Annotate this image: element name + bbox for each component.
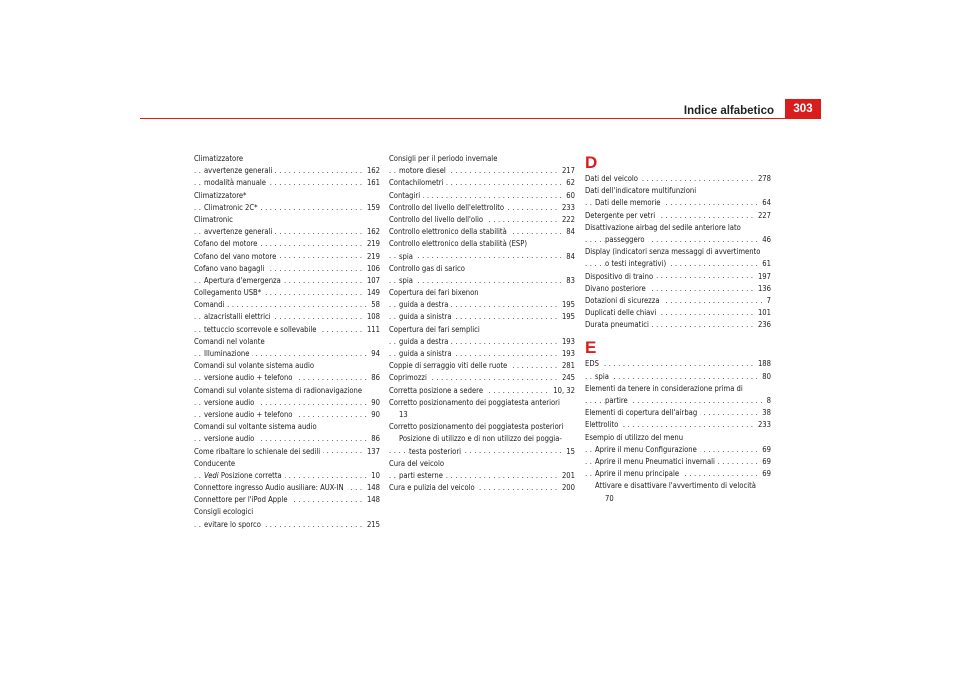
entry-text: Aprire il menu principale: [595, 469, 682, 478]
entry-text: Climatizzatore: [194, 154, 246, 163]
page-reference: 61: [759, 258, 771, 270]
index-entry: [194, 153, 380, 165]
page-number-badge: 303: [785, 99, 821, 119]
index-entry: [585, 307, 771, 319]
index-subentry: [585, 493, 771, 505]
page-reference: 86: [368, 372, 380, 384]
page-reference: 38: [759, 407, 771, 419]
entry-text: Collegamento USB*: [194, 288, 264, 297]
index-entry: [585, 283, 771, 295]
page-reference: 215: [364, 519, 380, 531]
entry-text: parti esterne: [399, 471, 446, 480]
index-column-2: [389, 153, 575, 494]
index-subentry: [389, 446, 575, 458]
index-subentry: [194, 275, 380, 287]
entry-text: Detergente per vetri: [585, 211, 658, 220]
index-entry: [389, 214, 575, 226]
page-reference: 69: [759, 444, 771, 456]
page-reference: 193: [559, 336, 575, 348]
entry-text: spia: [595, 372, 612, 381]
index-entry: [194, 238, 380, 250]
page-reference: 86: [368, 433, 380, 445]
entry-text: Consigli per il periodo invernale: [389, 154, 500, 163]
page-reference: 217: [559, 165, 575, 177]
index-entry: [585, 185, 771, 197]
page-reference: 233: [559, 202, 575, 214]
index-entry: [194, 506, 380, 518]
page-reference: 137: [364, 446, 380, 458]
index-entry: [194, 494, 380, 506]
entry-text: versione audio: [204, 434, 257, 443]
page-reference: 62: [563, 177, 575, 189]
index-entry: [194, 360, 380, 372]
index-subentry: [389, 251, 575, 263]
index-entry: [389, 263, 575, 275]
section-letter: E: [585, 338, 597, 358]
index-subentry: [389, 470, 575, 482]
entry-text: versione audio: [204, 398, 257, 407]
entry-text: motore diesel: [399, 166, 449, 175]
index-entry: [585, 210, 771, 222]
entry-text: Climatronic: [194, 215, 236, 224]
index-column-3: [585, 152, 771, 505]
index-entry: [194, 458, 380, 470]
entry-text: [204, 471, 285, 480]
entry-text: 70: [605, 494, 617, 503]
index-subentry: [389, 311, 575, 323]
entry-text: Durata pneumatici: [585, 320, 652, 329]
page-reference: 197: [755, 271, 771, 283]
entry-text: Corretto posizionamento dei poggiatesta posteriori: [389, 422, 566, 431]
entry-text: Cura del veicolo: [389, 459, 447, 468]
index-entry: [194, 251, 380, 263]
entry-text: Controllo elettronico della stabilità (ESP): [389, 239, 530, 248]
index-subentry: [194, 177, 380, 189]
index-entry: [194, 287, 380, 299]
entry-text: o testi integrativi): [605, 259, 669, 268]
entry-text: spia: [399, 252, 416, 261]
entry-text: Come ribaltare lo schienale dei sedili: [194, 447, 323, 456]
entry-text: Contachilometri: [389, 178, 446, 187]
entry-text: Elementi di copertura dell'airbag: [585, 408, 700, 417]
entry-text: Comandi nel volante: [194, 337, 268, 346]
index-subentry: [194, 372, 380, 384]
entry-text: Controllo gas di sarico: [389, 264, 468, 273]
index-entry: [585, 222, 771, 234]
entry-text: spia: [399, 276, 416, 285]
entry-text: Display (indicatori senza messaggi di avvertimento: [585, 247, 763, 256]
index-subentry: [194, 433, 380, 445]
entry-text: Coppie di serraggio viti delle ruote: [389, 361, 510, 370]
index-entry: [194, 263, 380, 275]
index-subentry: [585, 395, 771, 407]
page-reference: 108: [364, 311, 380, 323]
entry-label: Posizione corretta: [220, 470, 282, 480]
page-reference: 106: [364, 263, 380, 275]
page-reference: 136: [755, 283, 771, 295]
index-entry: [585, 246, 771, 258]
page-reference: 60: [563, 190, 575, 202]
index-subentry: [194, 202, 380, 214]
entry-text: Controllo del livello dell'olio: [389, 215, 486, 224]
entry-text: Illuminazione: [204, 349, 252, 358]
index-subentry: [585, 371, 771, 383]
entry-text: Cofano del vano motore: [194, 252, 279, 261]
entry-text: Cofano vano bagagli: [194, 264, 267, 273]
entry-text: Coprimozzi: [389, 373, 430, 382]
page-reference: 278: [755, 173, 771, 185]
page-reference: 46: [759, 234, 771, 246]
entry-text: evitare lo sporco: [204, 520, 264, 529]
entry-text: Corretto posizionamento dei poggiatesta anteriori: [389, 398, 563, 407]
index-entry: [585, 432, 771, 444]
index-subentry: [389, 165, 575, 177]
index-entry: [194, 299, 380, 311]
index-subentry: [389, 409, 575, 421]
index-entry: [585, 271, 771, 283]
header-divider: [140, 118, 821, 119]
entry-text: Climatronic 2C*: [204, 203, 261, 212]
entry-text: guida a sinistra: [399, 349, 455, 358]
index-entry: [585, 173, 771, 185]
running-header-title: Indice alfabetico: [683, 105, 774, 117]
index-entry: [389, 153, 575, 165]
entry-text: partire: [605, 396, 631, 405]
index-entry: [585, 358, 771, 370]
index-subentry: [194, 311, 380, 323]
index-subentry: [585, 468, 771, 480]
entry-text: guida a sinistra: [399, 312, 455, 321]
entry-text: Copertura dei fari semplici: [389, 325, 483, 334]
index-subentry: [389, 336, 575, 348]
index-entry: [585, 319, 771, 331]
index-entry: [194, 214, 380, 226]
index-entry: [194, 482, 380, 494]
page-reference: 148: [364, 482, 380, 494]
page-reference: 90: [368, 409, 380, 421]
entry-text: Aprire il menu Configurazione: [595, 445, 700, 454]
entry-text: Controllo del livello dell'elettrolito: [389, 203, 507, 212]
entry-text: Corretta posizione a sedere: [389, 386, 486, 395]
entry-text: EDS: [585, 359, 602, 368]
entry-text: Posizione di utilizzo e di non utilizzo dei poggia-: [399, 434, 565, 443]
entry-text: passeggero: [605, 235, 648, 244]
index-entry: [585, 419, 771, 431]
page-reference: 281: [559, 360, 575, 372]
page-reference: 101: [755, 307, 771, 319]
page-reference: 227: [755, 210, 771, 222]
entry-text: Contagiri: [389, 191, 423, 200]
index-column-1: [194, 153, 380, 531]
entry-text: Consigli ecologici: [194, 507, 256, 516]
page-reference: 149: [364, 287, 380, 299]
entry-text: Dati delle memorie: [595, 198, 664, 207]
page-reference: 58: [368, 299, 380, 311]
page-reference: 201: [559, 470, 575, 482]
page-reference: 15: [563, 446, 575, 458]
entry-text: Dati dell'indicatore multifunzioni: [585, 186, 699, 195]
page-reference: 8: [764, 395, 771, 407]
page-reference: 236: [755, 319, 771, 331]
index-entry: [389, 202, 575, 214]
entry-text: alzacristalli elettrici: [204, 312, 274, 321]
page-reference: 219: [364, 251, 380, 263]
page-reference: 10, 32: [550, 385, 575, 397]
page-reference: 162: [364, 165, 380, 177]
page-reference: 111: [364, 324, 380, 336]
index-entry: [194, 421, 380, 433]
page-reference: 107: [364, 275, 380, 287]
page-reference: 84: [563, 226, 575, 238]
index-subentry: [389, 299, 575, 311]
entry-text: Cofano del motore: [194, 239, 260, 248]
page-reference: 148: [364, 494, 380, 506]
page-reference: 161: [364, 177, 380, 189]
index-subentry: [194, 470, 380, 482]
index-entry: [389, 238, 575, 250]
entry-text: Disattivazione airbag del sedile anteriore lato: [585, 223, 744, 232]
index-subentry: [194, 519, 380, 531]
entry-text: avvertenze generali: [204, 166, 275, 175]
index-entry: [389, 421, 575, 433]
page-reference: 94: [368, 348, 380, 360]
entry-text: Comandi sul volante sistema di radionavigazione: [194, 386, 365, 395]
page-reference: 69: [759, 468, 771, 480]
entry-text: modalità manuale: [204, 178, 269, 187]
index-subentry: [585, 456, 771, 468]
index-subentry: [389, 275, 575, 287]
index-entry: [194, 385, 380, 397]
entry-text: Aprire il menu Pneumatici invernali: [595, 457, 718, 466]
entry-text: Dispositivo di traino: [585, 272, 656, 281]
index-entry: [389, 482, 575, 494]
page-reference: 245: [559, 372, 575, 384]
page-reference: 69: [759, 456, 771, 468]
entry-text: Connettore per l'iPod Apple: [194, 495, 291, 504]
page-reference: 200: [559, 482, 575, 494]
page-reference: 195: [559, 299, 575, 311]
index-entry: [194, 446, 380, 458]
page-reference: 222: [559, 214, 575, 226]
entry-text: Attivare e disattivare l'avvertimento di velocità: [595, 481, 759, 490]
index-subentry: [585, 258, 771, 270]
index-entry: [389, 177, 575, 189]
entry-text: Conducente: [194, 459, 238, 468]
entry-text: Comandi sul volante sistema audio: [194, 361, 317, 370]
page-reference: 80: [759, 371, 771, 383]
section-letter: D: [585, 153, 598, 172]
index-subentry: [194, 165, 380, 177]
index-entry: [194, 190, 380, 202]
page-reference: 219: [364, 238, 380, 250]
page-reference: 193: [559, 348, 575, 360]
entry-text: 13: [399, 410, 411, 419]
entry-text: Elementi da tenere in considerazione prima di: [585, 384, 746, 393]
index-subentry: [194, 397, 380, 409]
entry-text: Apertura d'emergenza: [204, 276, 284, 285]
index-entry: [585, 407, 771, 419]
entry-text: tettuccio scorrevole e sollevabile: [204, 325, 320, 334]
page-reference: 84: [563, 251, 575, 263]
entry-text: Divano posteriore: [585, 284, 649, 293]
entry-text: versione audio + telefono: [204, 410, 295, 419]
entry-text: Controllo elettronico della stabilità: [389, 227, 510, 236]
index-subentry: [194, 409, 380, 421]
index-subentry: [585, 197, 771, 209]
entry-text: Cura e pulizia del veicolo: [389, 483, 478, 492]
entry-text: guida a destra: [399, 300, 451, 309]
index-entry: [389, 226, 575, 238]
index-subentry: [585, 480, 771, 492]
index-subentry: [194, 324, 380, 336]
page-reference: 159: [364, 202, 380, 214]
index-subentry: [194, 348, 380, 360]
entry-text: testa posteriori: [409, 447, 464, 456]
page-reference: 64: [759, 197, 771, 209]
page-reference: 83: [563, 275, 575, 287]
page-reference: 195: [559, 311, 575, 323]
index-subentry: [194, 226, 380, 238]
index-entry: [389, 360, 575, 372]
index-entry: [389, 372, 575, 384]
page-reference: 90: [368, 397, 380, 409]
entry-text: Esempio di utilizzo del menu: [585, 433, 686, 442]
entry-text: avvertenze generali: [204, 227, 275, 236]
index-entry: [389, 324, 575, 336]
page-reference: 233: [755, 419, 771, 431]
index-entry: [194, 336, 380, 348]
entry-text: guida a destra: [399, 337, 451, 346]
index-entry: [389, 385, 575, 397]
entry-text: versione audio + telefono: [204, 373, 295, 382]
entry-text: Duplicati delle chiavi: [585, 308, 659, 317]
index-entry: [585, 383, 771, 395]
entry-text: Dati del veicolo: [585, 174, 641, 183]
index-entry: [585, 295, 771, 307]
index-subentry: [389, 348, 575, 360]
entry-text: Comandi: [194, 300, 227, 309]
index-entry: [389, 397, 575, 409]
page-reference: 10: [368, 470, 380, 482]
page-reference: 162: [364, 226, 380, 238]
entry-text: Elettrolito: [585, 420, 621, 429]
index-subentry: [585, 444, 771, 456]
index-entry: [389, 190, 575, 202]
index-subentry: [585, 234, 771, 246]
index-subentry: [389, 433, 575, 445]
entry-text: Comandi sul voltante sistema audio: [194, 422, 320, 431]
entry-text: Connettore ingresso Audio ausiliare: AUX-IN: [194, 483, 347, 492]
page-reference: 188: [755, 358, 771, 370]
page-reference: 7: [764, 295, 771, 307]
index-entry: [389, 458, 575, 470]
entry-text: Dotazioni di sicurezza: [585, 296, 663, 305]
entry-text: Climatizzatore*: [194, 191, 249, 200]
entry-see-prefix: Vedi: [204, 470, 219, 480]
index-entry: [389, 287, 575, 299]
entry-text: Copertura dei fari bixenon: [389, 288, 482, 297]
